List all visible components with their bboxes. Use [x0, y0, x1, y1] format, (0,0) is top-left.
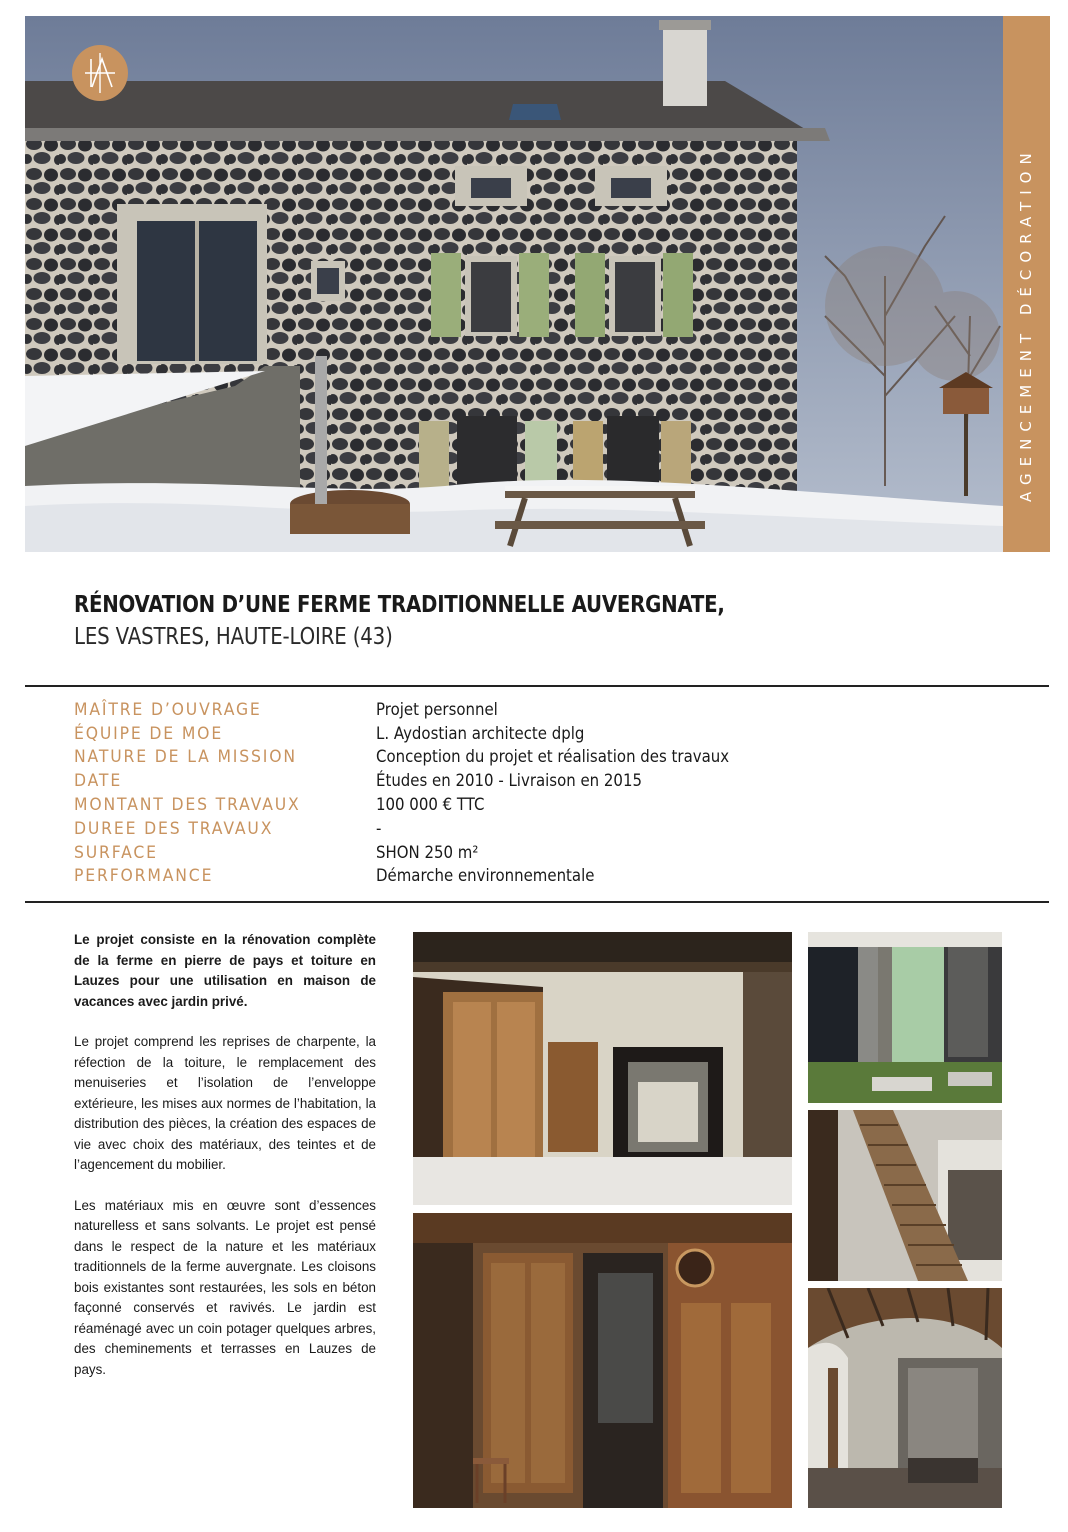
detail-row-nature-mission [74, 746, 1014, 770]
detail-value: Projet personnel [376, 699, 498, 720]
detail-value: - [376, 818, 382, 839]
detail-row-montant [74, 793, 1014, 817]
detail-label: MAÎTRE D’OUVRAGE [74, 699, 262, 720]
detail-row-performance [74, 865, 1014, 889]
detail-label: DATE [74, 771, 123, 792]
detail-label: DUREE DES TRAVAUX [74, 818, 274, 839]
detail-label: MONTANT DES TRAVAUX [74, 795, 301, 816]
side-category-label: AGENCEMENT DÉCORATION [1016, 146, 1035, 502]
photo-green-door [808, 932, 1002, 1103]
detail-label: PERFORMANCE [74, 866, 214, 887]
project-description [74, 930, 376, 1400]
photo-wooden-staircase [808, 1110, 1002, 1281]
photo-interior-fireplace [413, 932, 792, 1205]
detail-row-maitre-ouvrage [74, 698, 1014, 722]
detail-row-surface [74, 841, 1014, 865]
detail-label: SURFACE [74, 842, 158, 863]
project-location: LES VASTRES, HAUTE-LOIRE (43) [74, 624, 393, 650]
project-title: RÉNOVATION D’UNE FERME TRADITIONNELLE AUVERGNATE, [74, 592, 725, 618]
description-paragraph: Le projet comprend les reprises de charpente, la réfection de la toiture, le remplacement des menuiseries et l’isolation de l’enveloppe extérieure, les mises aux normes de l’habitation, la distribution des pièces, la création des espaces de vie avec choix des matériaux, des teintes et de l’agencement du mobilier. [74, 1034, 376, 1172]
detail-value: Démarche environnementale [376, 866, 595, 887]
detail-value: L. Aydostian architecte dplg [376, 723, 585, 744]
divider-top [25, 685, 1049, 687]
detail-value: Conception du projet et réalisation des travaux [376, 747, 730, 768]
detail-row-equipe-moe [74, 722, 1014, 746]
photo-vaulted-room [808, 1288, 1002, 1508]
project-details-table [74, 698, 1014, 888]
detail-value: Études en 2010 - Livraison en 2015 [376, 771, 642, 792]
detail-label: NATURE DE LA MISSION [74, 747, 297, 768]
divider-bottom [25, 901, 1049, 903]
detail-value: SHON 250 m² [376, 842, 479, 863]
side-category-band [1003, 16, 1050, 552]
detail-value: 100 000 € TTC [376, 795, 485, 816]
detail-row-date [74, 769, 1014, 793]
photo-wooden-partitions [413, 1213, 792, 1508]
hero-photo-farmhouse [25, 16, 1003, 552]
description-paragraph: Les matériaux mis en œuvre sont d’essences naturelless et sans solvants. Le projet est pensé dans le respect de la nature et les matériaux traditionnels de la ferme auvergnate. Les cloisons bois existantes sont restaurées, les sols en béton façonné conservés et ravivés. Le jardin est réaménagé avec un coin potager quelques arbres, des cheminements et terrasses en Lauzes de pays. [74, 1197, 376, 1377]
detail-label: ÉQUIPE DE MOE [74, 723, 224, 744]
description-lead: Le projet consiste en la rénovation complète de la ferme en pierre de pays et toiture en Lauzes pour une utilisation en maison de vacances avec jardin privé. [74, 932, 376, 1009]
la-monogram-logo-icon [72, 45, 128, 101]
detail-row-duree [74, 817, 1014, 841]
